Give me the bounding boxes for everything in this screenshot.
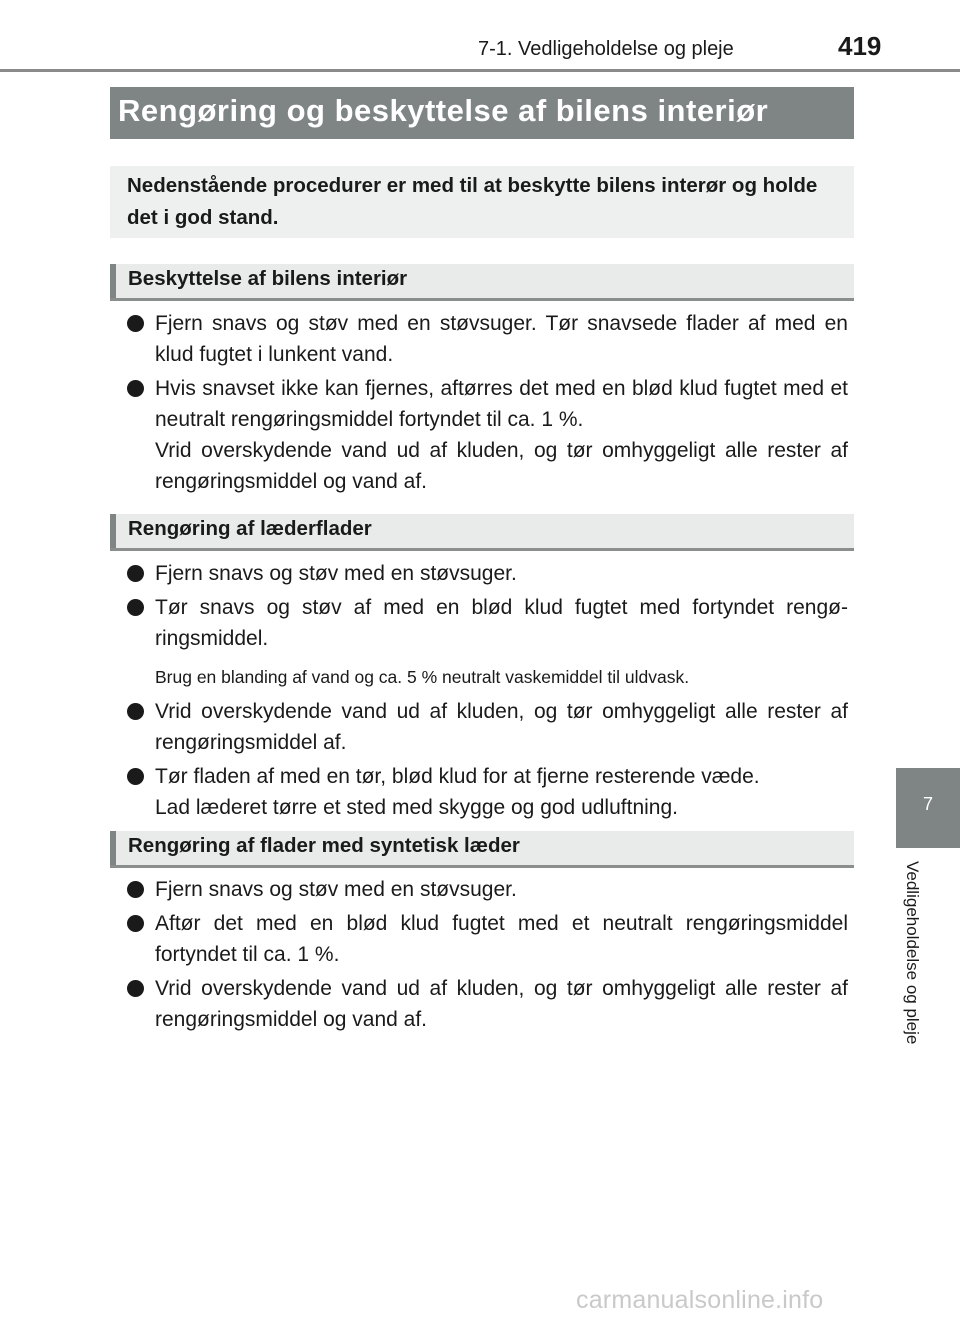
section-heading-text: Rengøring af læderflader <box>128 517 372 540</box>
list-item-text: Fjern snavs og støv med en støvsuger. <box>155 878 517 901</box>
list-item <box>124 761 848 823</box>
bullet-icon <box>127 980 144 997</box>
chapter-label-text: Vedligeholdelse og pleje <box>903 861 922 1045</box>
page-title-bar <box>110 87 854 139</box>
intro-box <box>110 166 854 238</box>
list-item-continuation: Lad læderet tørre et sted med skygge og god udluftning. <box>155 796 678 819</box>
list-item-text: Aftør det med en blød klud fugtet med et neutralt rengøringsmiddel fortyndet til ca. 1 %. <box>155 912 848 966</box>
bullet-list <box>124 308 848 497</box>
list-note: Brug en blanding af vand og ca. 5 % neutralt vaskemiddel til uldvask. <box>155 667 690 687</box>
list-item <box>124 308 848 370</box>
section-heading <box>110 831 854 868</box>
intro-text: Nedenstående procedurer er med til at beskytte bilens interør og holde det i god stand. <box>127 174 818 229</box>
list-item <box>124 973 848 1035</box>
list-item-continuation: Vrid overskydende vand ud af kluden, og tør omhyggeligt alle rester af rengøringsmiddel og vand af. <box>155 439 848 493</box>
list-item-text: Tør fladen af med en tør, blød klud for at fjerne resterende væde. <box>155 765 760 788</box>
page-title: Rengøring og beskyttelse af bilens interiør <box>118 93 769 128</box>
list-item <box>124 558 848 589</box>
bullet-icon <box>127 881 144 898</box>
list-item-text: Vrid overskydende vand ud af kluden, og tør omhyggeligt alle rester af rengøringsmiddel af. <box>155 700 848 754</box>
bullet-icon <box>127 565 144 582</box>
header-rule <box>0 69 960 72</box>
chapter-number: 7 <box>922 794 933 814</box>
chapter-side-label <box>902 861 932 1081</box>
list-item-text: Hvis snavset ikke kan fjernes, aftørres det med en blød klud fugtet med et neutralt rengøringsmiddel fortyndet til ca. 1 %. <box>155 377 848 431</box>
bullet-icon <box>127 703 144 720</box>
page-number: 419 <box>838 31 882 61</box>
list-item <box>124 874 848 905</box>
bullet-icon <box>127 315 144 332</box>
section-heading <box>110 264 854 301</box>
section-heading-text: Beskyttelse af bilens interiør <box>128 267 408 290</box>
list-item-text: Vrid overskydende vand ud af kluden, og tør omhyggeligt alle rester af rengøringsmiddel og vand af. <box>155 977 848 1031</box>
bullet-icon <box>127 380 144 397</box>
list-item <box>124 592 848 654</box>
bullet-icon <box>127 915 144 932</box>
bullet-list <box>124 874 848 1035</box>
page-header <box>0 0 960 74</box>
list-item-text: Tør snavs og støv af med en blød klud fugtet med fortyndet rengø-ringsmiddel. <box>155 596 848 650</box>
bullet-icon <box>127 599 144 616</box>
section-heading <box>110 514 854 551</box>
watermark: carmanualsonline.info <box>576 1286 824 1314</box>
chapter-tab <box>896 768 960 848</box>
list-item <box>124 373 848 497</box>
bullet-icon <box>127 768 144 785</box>
list-item-text: Fjern snavs og støv med en støvsuger. Tør snavsede flader af med en klud fugtet i lunkent vand. <box>155 312 848 366</box>
section-heading-text: Rengøring af flader med syntetisk læder <box>128 834 520 857</box>
list-item <box>124 908 848 970</box>
list-item-text: Fjern snavs og støv med en støvsuger. <box>155 562 517 585</box>
header-section-title: 7-1. Vedligeholdelse og pleje <box>478 38 734 60</box>
list-item <box>124 696 848 758</box>
bullet-list <box>124 558 848 823</box>
